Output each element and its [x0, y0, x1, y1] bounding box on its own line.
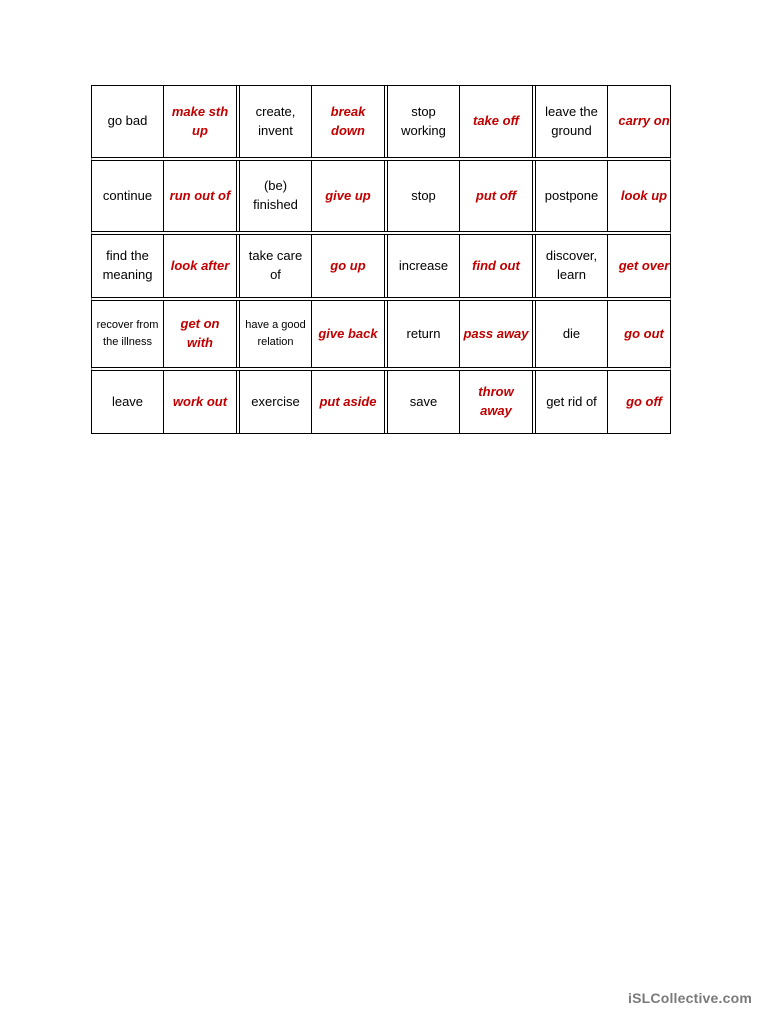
definition-cell: leave the ground — [536, 86, 608, 157]
definition-cell: recover from the illness — [92, 301, 164, 367]
domino-card — [384, 235, 532, 297]
phrasal-verb-cell: look after — [170, 257, 230, 273]
phrasal-verb-cell: give back — [318, 325, 378, 341]
phrasal-verb-cell: go off — [626, 393, 662, 409]
definition-cell: increase — [388, 235, 460, 297]
phrasal-verb-cell: break down — [330, 103, 366, 138]
phrasal-verb-cell: go up — [330, 257, 366, 273]
domino-card — [236, 371, 384, 433]
domino-row — [91, 371, 671, 434]
phrasal-verb-cell: run out of — [169, 187, 231, 203]
domino-card — [92, 235, 236, 297]
domino-card — [236, 161, 384, 231]
definition-cell: discover, learn — [536, 235, 608, 297]
phrasal-verb-cell: get on with — [180, 316, 220, 350]
definition-cell: exercise — [240, 371, 312, 433]
definition-cell: return — [388, 301, 460, 367]
phrasal-verb-cell: find out — [472, 257, 520, 273]
phrasal-verb-cell: carry on — [618, 113, 670, 129]
domino-card — [236, 301, 384, 367]
definition-cell: leave — [92, 371, 164, 433]
domino-card — [92, 371, 236, 433]
phrasal-verb-cell: put off — [475, 187, 517, 203]
domino-card — [236, 86, 384, 157]
definition-cell: find the meaning — [92, 235, 164, 297]
domino-card — [92, 301, 236, 367]
domino-card — [532, 235, 680, 297]
phrasal-verb-cell: go out — [624, 325, 664, 341]
definition-cell: take care of — [240, 235, 312, 297]
phrasal-verb-cell: give up — [325, 187, 371, 203]
domino-card — [532, 86, 680, 157]
definition-cell: go bad — [92, 86, 164, 157]
domino-card — [532, 301, 680, 367]
domino-row — [91, 85, 671, 161]
definition-cell: stop — [388, 161, 460, 231]
domino-card — [532, 371, 680, 433]
domino-card — [384, 371, 532, 433]
definition-cell: create, invent — [240, 86, 312, 157]
domino-card — [92, 86, 236, 157]
definition-cell: get rid of — [536, 371, 608, 433]
domino-row — [91, 235, 671, 301]
phrasal-verb-cell: take off — [473, 113, 519, 129]
definition-cell: save — [388, 371, 460, 433]
domino-card — [384, 86, 532, 157]
domino-card — [384, 161, 532, 231]
phrasal-verb-cell: make sth up — [171, 103, 229, 138]
domino-row — [91, 301, 671, 371]
domino-card — [92, 161, 236, 231]
phrasal-verb-cell: look up — [620, 187, 668, 203]
domino-card — [532, 161, 680, 231]
phrasal-verb-cell: throw away — [478, 384, 514, 418]
definition-cell: die — [536, 301, 608, 367]
phrasal-verb-cell: pass away — [463, 325, 529, 341]
domino-card — [236, 235, 384, 297]
definition-cell: (be) finished — [240, 161, 312, 231]
phrasal-verb-cell: work out — [172, 393, 228, 409]
domino-sheet — [91, 85, 671, 434]
domino-row — [91, 161, 671, 235]
phrasal-verb-cell: get over — [618, 257, 670, 273]
watermark: iSLCollective.com — [628, 990, 752, 1006]
definition-cell: continue — [92, 161, 164, 231]
definition-cell: postpone — [536, 161, 608, 231]
definition-cell: have a good relation — [240, 301, 312, 367]
domino-card — [384, 301, 532, 367]
definition-cell: stop working — [388, 86, 460, 157]
phrasal-verb-cell: put aside — [319, 393, 377, 409]
